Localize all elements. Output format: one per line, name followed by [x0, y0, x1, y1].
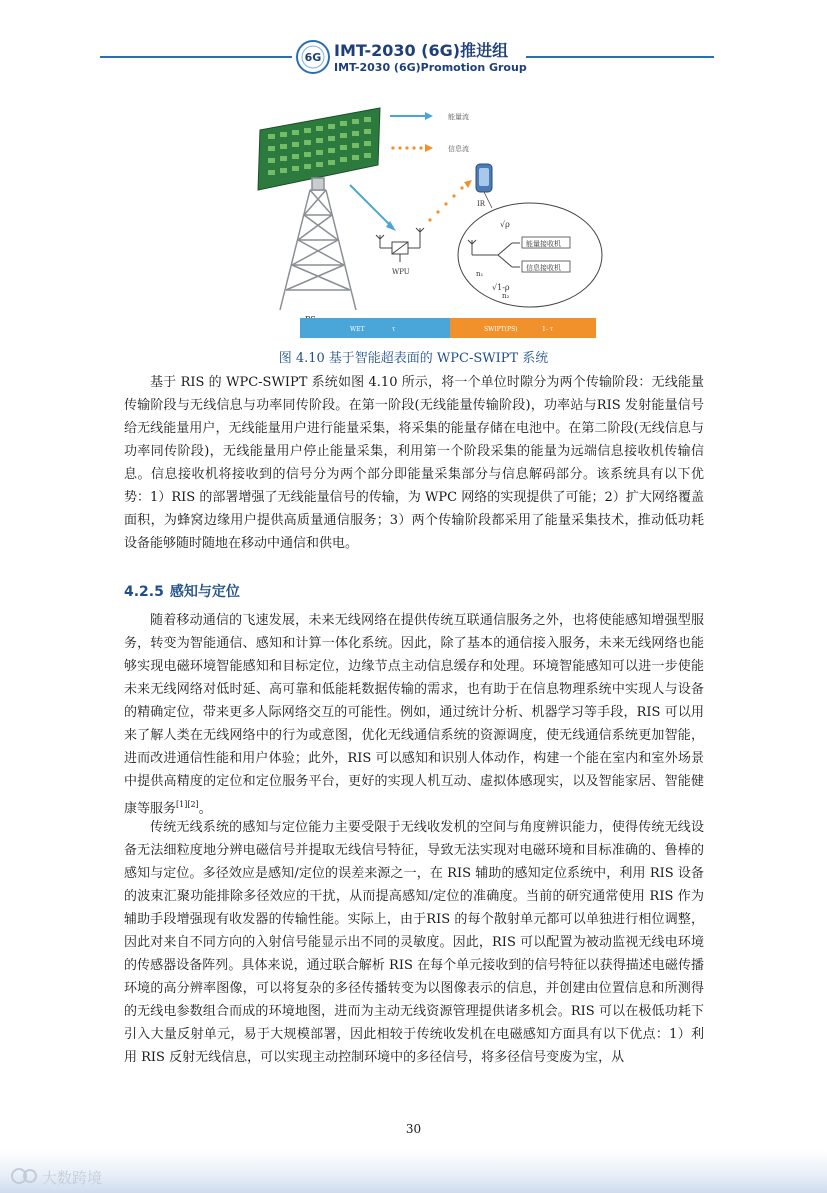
watermark-text: 大数跨境	[42, 1169, 103, 1187]
header-title: IMT-2030 (6G)推进组	[334, 41, 509, 60]
page-number: 30	[405, 1122, 422, 1136]
citation-refs: [1][2]	[176, 800, 199, 809]
header-subtitle: IMT-2030 (6G)Promotion Group	[334, 61, 527, 74]
imt2030-logo-icon	[296, 40, 330, 74]
swipt-phase-segment	[450, 318, 596, 338]
wpc-swipt-figure	[230, 90, 610, 340]
label-sqrt-1-rho: √1-ρ	[492, 283, 510, 292]
section-number: 4.2.5	[124, 584, 164, 600]
section-heading	[124, 581, 240, 601]
wpu-icon	[376, 228, 424, 262]
paragraph-sensing-details: 传统无线系统的感知与定位能力主要受限于无线收发机的空间与角度辨识能力，使得传统无线设备无法细粒度地分辨电磁信号并提取无线信号特征，导致无法实现对电磁环境和目标准确的、鲁棒的感知与定位。多径效应是感知/定位的误差来源之一，在 RIS 辅助的感知定位系统中，利用 RIS 设备的波束汇聚功能排除多径效应的干扰，从而提高感知/定位的准确度。当前的研究通常使用 RIS 作为辅助手段增强现有收发器的传输性能。实际上，由于RIS 的每个散射单元都可以单独进行相位调整，因此对来自不同方向的入射信号能显示出不同的灵敏度。因此，RIS 可以配置为被动监视无线电环境的传感器设备阵列。具体来说，通过联合解析 RIS 在每个单元接收到的信号特征以获得描述电磁传播环境的高分辨率图像，可以将复杂的多径传播转变为以图像表示的信息，并创建由位置信息和所测得的无线电参数组合而成的环境地图，进而为主动无线资源管理提供诸多机会。RIS 可以在极低功耗下引入大量反射单元，易于大规模部署，因此相较于传统收发机在电磁感知方面具有以下优点：1）利用 RIS 反射无线信息，可以实现主动控制环境中的多径信号，将多径信号变废为宝，从	[124, 820, 704, 1065]
bar-wet-tau: τ	[392, 326, 396, 333]
ir-device-icon	[476, 164, 492, 192]
watermark-logo-icon	[10, 1166, 38, 1186]
figure-caption	[0, 347, 827, 366]
header-rule-right	[526, 56, 714, 58]
label-n1: n₁	[476, 270, 484, 278]
time-slot-bar	[300, 318, 596, 338]
wet-phase-segment	[300, 318, 450, 338]
label-energy-receiver: 能量接收机	[526, 240, 561, 248]
paragraph-sensing-intro-end: 。	[198, 801, 212, 817]
logo-text: 6G	[304, 51, 322, 64]
bar-wet-label: WET	[350, 326, 365, 333]
tower-icon	[280, 178, 356, 310]
bar-swipt-label: SWIPT(PS)	[484, 326, 518, 333]
label-info-receiver: 信息接收机	[526, 264, 561, 272]
label-wpu: WPU	[392, 268, 410, 276]
paragraph-sensing-intro-text: 随着移动通信的飞速发展，未来无线网络在提供传统互联通信服务之外，也将使能感知增强型服务，转变为智能通信、感知和计算一体化系统。因此，除了基本的通信接入服务，未来无线网络也能够实现电磁环境智能感知和目标定位，边缘节点主动信息缓存和处理。环境智能感知可以进一步使能未来无线网络对低时延、高可靠和低能耗数据传输的需求，也有助于在信息物理系统中实现人与设备的精确定位，带来更多人际网络交互的可能性。例如，通过统计分析、机器学习等手段，RIS 可以用来了解人类在无线网络中的行为或意图，优化无线通信系统的资源调度，使无线通信系统更加智能，进而改进通信性能和用户体验；此外，RIS 可以感知和识别人体动作，构建一个能在室内和室外场景中提供高精度的定位和定位服务平台，更好的实现人机互动、虚拟体感现实，以及智能家居、智能健康等服务	[124, 613, 704, 817]
paragraph-sensing-intro	[124, 609, 704, 820]
section-title: 感知与定位	[169, 584, 240, 600]
label-sqrt-rho: √ρ	[500, 220, 510, 229]
footer-band	[0, 1150, 827, 1193]
legend-energy-label: 能量流	[448, 113, 469, 121]
legend	[390, 112, 469, 153]
figure-caption-label: 图 4.10	[278, 351, 325, 366]
label-ir: IR	[477, 200, 486, 208]
paragraph-wpc-swipt: 基于 RIS 的 WPC-SWIPT 系统如图 4.10 所示，将一个单位时隙分为两个传输阶段：无线能量传输阶段与无线信息与功率同传阶段。在第一阶段(无线能量传输阶段)，功率站与RIS 发射能量信号给无线能量用户，无线能量用户进行能量采集，将采集的能量存储在电池中。在第二阶段(无线信息与功率同传阶段)，无线能量用户停止能量采集，利用第一个阶段采集的能量为远端信息接收机传输信息。信息接收机将接收到的信号分为两个部分即能量采集部分与信息解码部分。该系统具有以下优势：1）RIS 的部署增强了无线能量信号的传输，为 WPC 网络的实现提供了可能；2）扩大网络覆盖面积，为蜂窝边缘用户提供高质量通信服务；3）两个传输阶段都采用了能量采集技术，推动低功耗设备能够随时随地在移动中通信和供电。	[124, 375, 704, 551]
bar-swipt-tau: 1- τ	[542, 326, 554, 333]
label-n2: n₂	[502, 292, 510, 300]
figure-caption-text: 基于智能超表面的 WPC-SWIPT 系统	[328, 351, 549, 366]
legend-info-label: 信息流	[448, 145, 469, 153]
header-rule-left	[100, 56, 292, 58]
receiver-detail	[458, 192, 602, 307]
